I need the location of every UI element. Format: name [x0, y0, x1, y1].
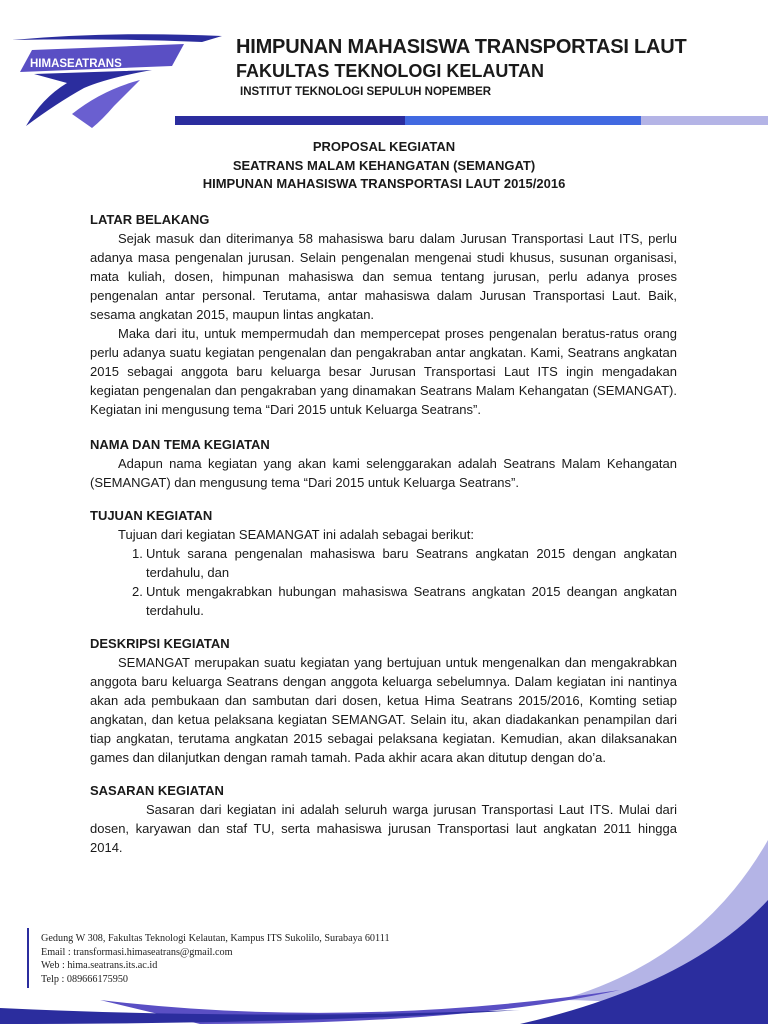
- title-line-2: SEATRANS MALAM KEHANGATAN (SEMANGAT): [232, 157, 536, 173]
- paragraph-latar-1: Sejak masuk dan diterimanya 58 mahasiswa baru dalam Jurusan Transportasi Laut ITS, perlu adanya masa pengenalan jurusan. Selain pengenalan mengenai studi khusus, susunan organisasi, mata kuliah, dosen, himpunan mahasiswa dan semua tentang jurusan, perlu adanya proses pengenalan antar personal. Terutama, antar mahasiswa dalam Jurusan Transportasi Laut. Baik, sesama angkatan 2015, maupun lintas angkatan.: [90, 231, 677, 322]
- institute-name: INSTITUT TEKNOLOGI SEPULUH NOPEMBER: [240, 86, 492, 98]
- list-item: [90, 582, 677, 620]
- footer-email: Email : transformasi.himaseatrans@gmail.com: [41, 946, 233, 958]
- header-bar-lavender: [641, 116, 768, 125]
- document-body: [90, 210, 677, 857]
- logo-text: HIMASEATRANS: [30, 58, 122, 70]
- title-line-3: HIMPUNAN MAHASISWA TRANSPORTASI LAUT 2015/2016: [202, 176, 566, 191]
- faculty-name: FAKULTAS TEKNOLOGI KELAUTAN: [236, 61, 544, 81]
- footer-telp: Telp : 089666175950: [41, 973, 129, 985]
- footer-divider: [27, 928, 29, 988]
- section-heading-nama: NAMA DAN TEMA KEGIATAN: [90, 437, 270, 452]
- header-bar-blue: [405, 116, 641, 125]
- section-heading-sasaran: SASARAN KEGIATAN: [90, 783, 224, 798]
- list-item-text: Untuk sarana pengenalan mahasiswa baru Seatrans angkatan 2015 dengan angkatan terdahulu, dan: [146, 546, 677, 580]
- list-number: 1.: [132, 546, 143, 561]
- section-heading-deskripsi: DESKRIPSI KEGIATAN: [90, 636, 230, 651]
- section-heading-tujuan: TUJUAN KEGIATAN: [90, 508, 213, 523]
- org-name: HIMPUNAN MAHASISWA TRANSPORTASI LAUT: [236, 36, 687, 58]
- footer-web: Web : hima.seatrans.its.ac.id: [41, 960, 158, 972]
- list-item-text: Untuk mengakrabkan hubungan mahasiswa Seatrans angkatan 2015 deangan angkatan terdahulu.: [146, 584, 677, 618]
- footer-contact: [41, 932, 390, 986]
- paragraph-nama-1: Adapun nama kegiatan yang akan kami selenggarakan adalah Seatrans Malam Kehangatan (SEMANGAT) dan mengusung tema “Dari 2015 untuk Keluarga Seatrans”.: [90, 456, 677, 490]
- section-heading-latar: LATAR BELAKANG: [90, 212, 210, 227]
- list-item: [90, 544, 677, 582]
- paragraph-sasaran-1: Sasaran dari kegiatan ini adalah seluruh warga jurusan Transportasi Laut ITS. Mulai dari dosen, karyawan dan staf TU, serta mahasiswa jurusan Transportasi laut angkatan 2011 hingga 2014.: [90, 802, 677, 855]
- title-line-1: PROPOSAL KEGIATAN: [312, 139, 456, 154]
- paragraph-tujuan-intro: Tujuan dari kegiatan SEAMANGAT ini adalah sebagai berikut:: [118, 527, 475, 542]
- himaseatrans-logo: [12, 28, 227, 128]
- header-bar-navy: [175, 116, 405, 125]
- tujuan-list: [90, 544, 677, 620]
- document-title: [0, 138, 768, 194]
- list-number: 2.: [132, 584, 143, 599]
- paragraph-latar-2: Maka dari itu, untuk mempermudah dan mempercepat proses pengenalan beratus-ratus orang perlu adanya suatu kegiatan pengenalan dan pengakraban antar angkatan. Kami, Seatrans angkatan 2015 sebagai anggota baru keluarga besar Jurusan Transportasi Laut ITS ingin mengadakan kegiatan pengenalan dan pengakraban yang dinamakan Seatrans Malam Kehangatan (SEMANGAT). Kegiatan ini mengusung tema “Dari 2015 untuk Keluarga Seatrans”.: [90, 326, 677, 417]
- paragraph-deskripsi-1: SEMANGAT merupakan suatu kegiatan yang bertujuan untuk mengenalkan dan mengakrabkan anggota baru keluarga Seatrans dengan anggota keluarga sebelumnya. Dalam kegiatan ini nantinya akan ada pembukaan dan sambutan dari dosen, ketua Hima Seatrans 2015/2016, Komting setiap angkatan, dan ketua pelaksana kegiatan SEMANGAT. Selain itu, akan diadakankan penampilan dari tiap angkatan, terutama angkatan 2015 sebagai pelaksana kegiatan. Kemudian, akan dilaksanakan games dan dilanjutkan dengan ramah tamah. Pada akhir acara akan ditutup dengan do’a.: [90, 655, 677, 765]
- footer-address: Gedung W 308, Fakultas Teknologi Kelautan, Kampus ITS Sukolilo, Surabaya 60111: [41, 933, 390, 944]
